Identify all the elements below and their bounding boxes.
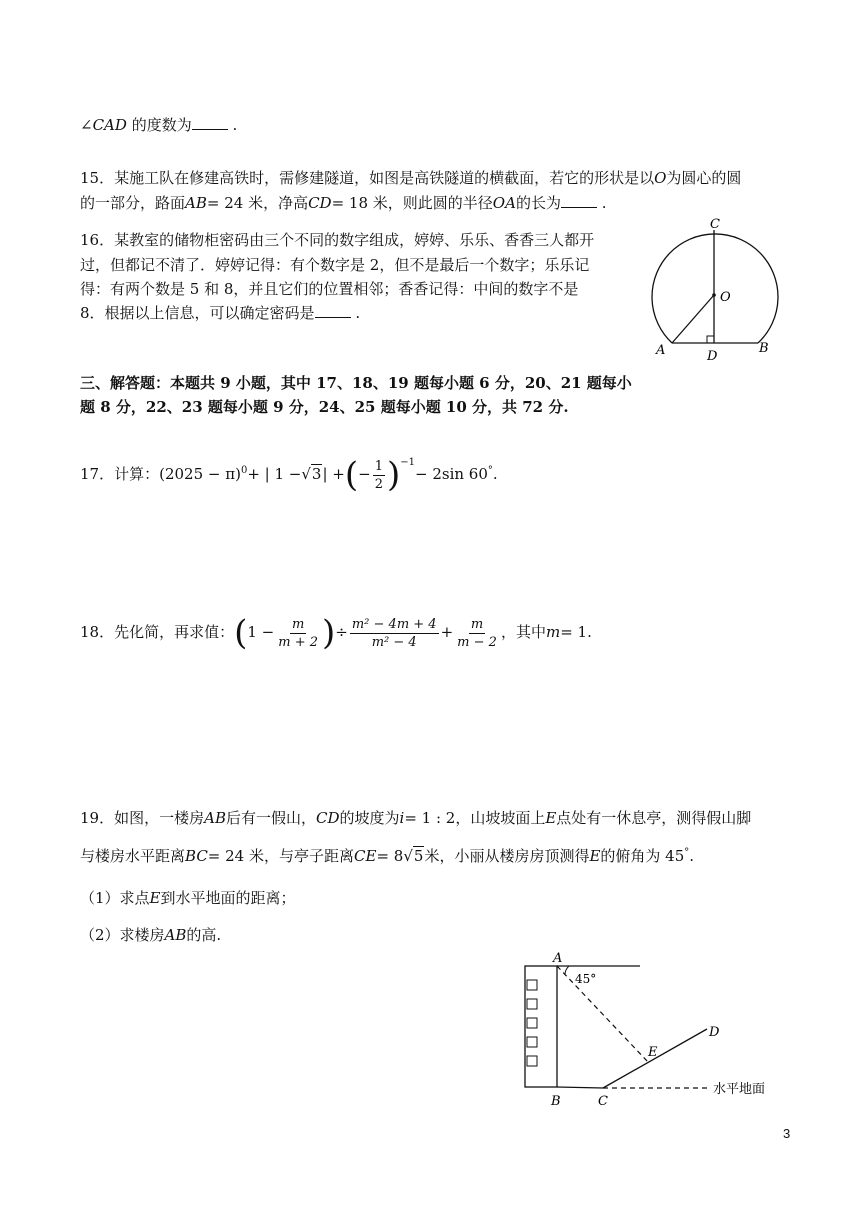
var-m: m [545,623,561,641]
q16-text: 某教室的储物柜密码由三个不同的数字组成，婷婷、乐乐、香香三人都开 [114,231,595,249]
q19-sub-text: （2）求楼房 [80,926,165,944]
q19-text: = 8 [376,847,404,865]
q15-line1 [80,168,741,188]
window [527,980,537,990]
angle-arc [565,966,569,975]
period: . [587,623,592,641]
answer-blank [561,193,597,208]
arc [652,234,778,343]
label-A: A [553,951,563,966]
slope-figure [515,950,785,1115]
q19-sub2 [80,925,221,945]
q19-sub-text: 的高. [186,926,222,944]
var-E: E [589,847,601,865]
q19-sub-text: 到水平地面的距离； [160,889,296,907]
q19-text: 点处有一休息亭，测得假山脚 [556,809,752,827]
numerator: m² − 4m + 4 [351,616,437,632]
fraction-1 [276,616,320,651]
label-D: D [707,349,718,364]
label-A: A [656,343,666,358]
q19-text: 如图，一楼房 [114,809,205,827]
q16-line3: 得：有两个数是 5 和 8，并且它们的位置相邻；香香记得：中间的数字不是 [80,280,579,298]
right-paren: ) [322,613,336,653]
q18-term: 1 − [247,623,275,641]
building [525,966,557,1087]
numerator: 1 [374,458,383,474]
answer-blank [315,303,351,318]
var-OA: OA [492,194,516,212]
angle-symbol: ∠ [80,116,93,134]
q19-text: = 1 : 2，山坡坡面上 [404,809,546,827]
q19-text: = 24 米，与亭子距离 [207,847,354,865]
q15-text: = 18 米，则此圆的半径 [331,194,493,212]
q19-line2: 与楼房水平距离BC= 24 米，与亭子距离CE= 8√5米，小丽从楼房房顶测得E的俯角为 45°. [80,847,695,865]
q19-number: 19． [80,809,115,827]
period: . [492,465,498,483]
numerator: m [291,616,305,632]
radicand: 3 [311,465,322,483]
exponent: −1 [400,457,415,468]
fraction-3 [455,616,499,651]
q18-text: ，其中 [500,623,546,641]
q17-term: + | 1 − [247,465,302,483]
q15-line2 [80,193,607,213]
label-B: B [551,1094,561,1109]
var-i: i [399,809,405,827]
var-E: E [149,889,161,907]
left-paren: ( [234,613,248,653]
period: . [232,116,238,134]
sight-line-AE [557,966,648,1062]
page-number: 3 [783,1126,791,1141]
q18-value: = 1 [560,623,588,641]
label-C: C [598,1094,608,1109]
period: . [601,194,607,212]
q16-line4 [80,303,360,323]
divide-sign: ÷ [335,623,348,641]
period: . [689,847,695,865]
q15-text: 为圆心的圆 [666,169,742,187]
var-CE: CE [354,847,377,865]
q19-text: 与楼房水平距离 [80,847,186,865]
center-point [712,293,716,297]
window [527,999,537,1009]
q18-line [80,615,592,651]
degree-sign: ° [684,847,690,858]
q19-line1 [80,808,751,828]
var-CD: CD [308,194,332,212]
q16-number: 16． [80,231,115,249]
label-angle: 45° [575,972,597,986]
q16-line1 [80,230,594,250]
section-3-header-line2: 题 8 分，22、23 题每小题 9 分，24、25 题每小题 10 分，共 72 分. [80,398,569,416]
q15-text: = 24 米，净高 [206,194,309,212]
ground-BC [557,1087,603,1088]
q19-text: 的俯角为 45 [600,847,685,865]
denominator: 2 [374,476,383,492]
window [527,1037,537,1047]
var-BC: BC [185,847,208,865]
var-CD: CD [315,809,340,827]
q17-line: 17．计算：$(2025 - \pi)^0+$ | 1 −√3| +(− $\frac{1}{2}$ )$^{-1}$− 2sin 60°. [80,455,498,495]
plus-sign: + [440,623,454,641]
q19-text: 的坡度为 [339,809,400,827]
var-AB: AB [164,926,187,944]
q19-text: 后有一假山， [225,809,316,827]
left-paren: ( [344,455,359,495]
label-ground: 水平地面 [713,1082,766,1097]
q15-text: 的长为 [515,194,561,212]
var-E: E [545,809,557,827]
q15-number: 15． [80,169,115,187]
q16-line2: 过，但都记不清了．婷婷记得：有个数字是 2，但不是最后一个数字；乐乐记 [80,256,590,274]
q19-sub1 [80,888,296,908]
denominator: m − 2 [457,634,497,650]
q19-text: 米，小丽从楼房房顶测得 [424,847,590,865]
q17-number: 17．计算： [80,465,160,483]
numerator: m [470,616,484,632]
q17-term: (2025 − π) [159,465,241,483]
right-angle-mark [707,336,714,343]
fraction-half [373,458,385,493]
var-O: O [654,169,667,187]
window [527,1018,537,1028]
label-D: D [709,1025,720,1040]
period: . [355,304,361,322]
q17-term: − 2sin 60 [415,465,488,483]
tunnel-circle-figure [640,210,790,370]
q15-text: 的一部分，路面 [80,194,186,212]
right-paren: ) [386,455,401,495]
q17-term: | + [322,465,345,483]
exponent: 0 [240,465,248,476]
denominator: m² − 4 [371,634,417,650]
q15-text: 某施工队在修建高铁时，需修建隧道，如图是高铁隧道的横截面，若它的形状是以 [114,169,655,187]
q16-text: 8．根据以上信息，可以确定密码是 [80,304,315,322]
minus-sign: − [358,465,371,483]
q18-number: 18．先化简，再求值： [80,623,235,641]
var-AB: AB [185,194,207,212]
label-O: O [720,290,731,305]
var-AB: AB [204,809,226,827]
prev-question-tail [80,115,237,135]
label-B: B [759,341,769,356]
q19-sub-text: （1）求点 [80,889,150,907]
denominator: m + 2 [278,634,319,650]
prev-text: 的度数为 [131,116,192,134]
angle-label: CAD [92,116,127,134]
fraction-2 [350,616,439,651]
window [527,1056,537,1066]
label-E: E [648,1045,658,1060]
answer-blank [192,115,228,130]
degree-sign: ° [487,465,493,476]
label-C: C [710,217,720,232]
section-3-header-line1: 三、解答题：本题共 9 小题，其中 17、18、19 题每小题 6 分，20、21 题每小 [80,374,632,392]
radicand: 5 [413,847,424,865]
